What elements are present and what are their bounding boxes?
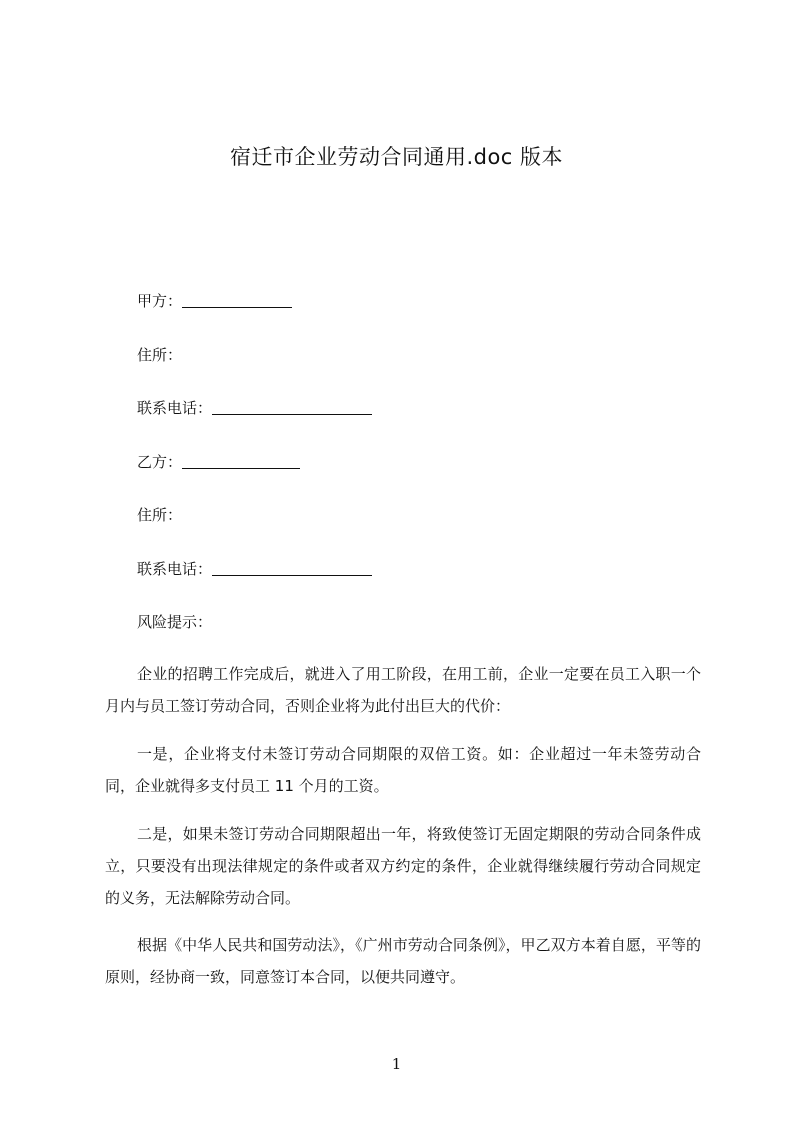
paragraph-recruitment: 企业的招聘工作完成后，就进入了用工阶段，在用工前，企业一定要在员工入职一个月内与员工签订劳动合同，否则企业将为此付出巨大的代价： xyxy=(105,665,701,715)
party-b-address-field xyxy=(137,505,182,525)
party-a-address-label: 住所： xyxy=(137,346,183,364)
party-b-phone-field xyxy=(137,559,372,579)
party-b-label: 乙方： xyxy=(137,453,183,471)
party-b-phone-label: 联系电话： xyxy=(137,560,213,578)
party-b-phone-blank xyxy=(212,560,372,576)
document-title: 宿迁市企业劳动合同通用.doc 版本 xyxy=(229,145,564,169)
party-a-blank xyxy=(182,292,292,308)
risk-heading: 风险提示： xyxy=(137,613,213,631)
party-b-field xyxy=(137,452,300,472)
paragraph-open-ended-contract: 二是，如果未签订劳动合同期限超出一年，将致使签订无固定期限的劳动合同条件成立，只要没有出现法律规定的条件或者双方约定的条件，企业就得继续履行劳动合同规定的义务，无法解除劳动合同。 xyxy=(105,825,701,907)
party-a-phone-blank xyxy=(212,399,372,415)
paragraph-double-wage: 一是，企业将支付未签订劳动合同期限的双倍工资。如：企业超过一年未签劳动合同，企业就得多支付员工 11 个月的工资。 xyxy=(105,745,701,795)
party-a-phone-label: 联系电话： xyxy=(137,399,213,417)
paragraph-legal-basis: 根据《中华人民共和国劳动法》，《广州市劳动合同条例》，甲乙双方本着自愿，平等的原则，经协商一致，同意签订本合同，以便共同遵守。 xyxy=(105,936,701,986)
party-a-label: 甲方： xyxy=(137,292,183,310)
party-a-address-field xyxy=(137,345,182,365)
party-b-blank xyxy=(182,453,300,469)
party-a-phone-field xyxy=(137,398,372,418)
party-b-address-label: 住所： xyxy=(137,506,183,524)
party-a-field xyxy=(137,291,292,311)
page-number: 1 xyxy=(391,1055,402,1073)
